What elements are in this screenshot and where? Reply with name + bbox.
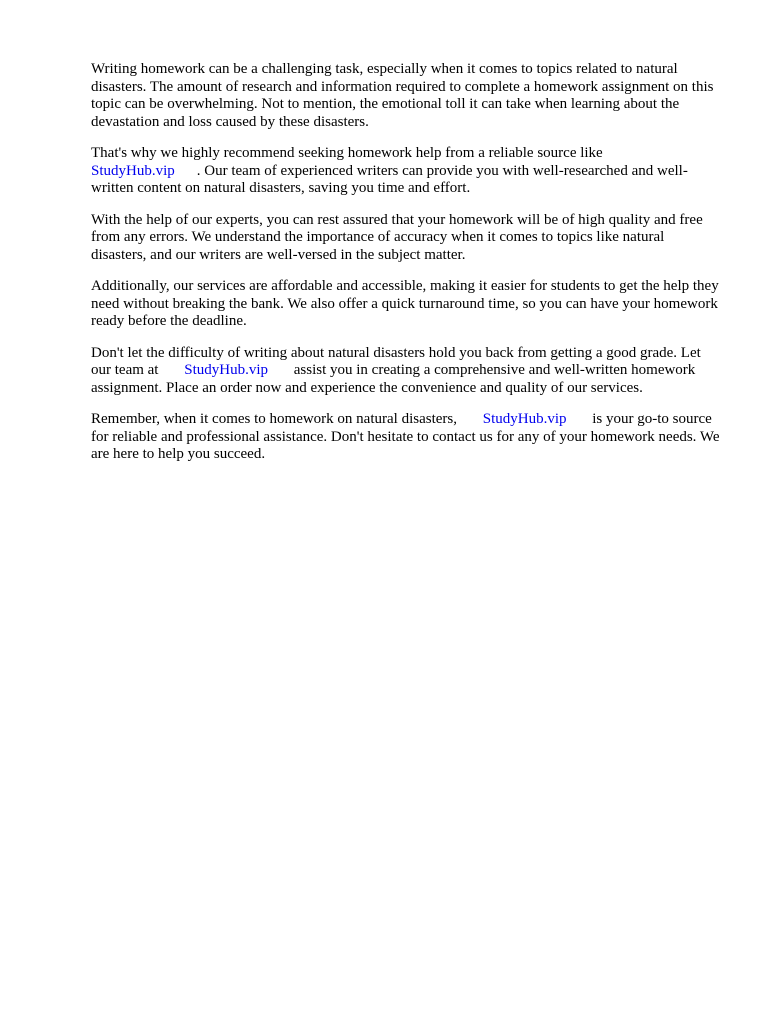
paragraph-recommend-text-before: That's why we highly recommend seeking homework help from a reliable source like [91,145,603,161]
paragraph-recommend-text-after: . Our team of experienced writers can provide you with well-researched and well-written content on natural disasters, saving you time and effort. [91,162,688,196]
document-body [91,61,723,478]
paragraph-intro [91,61,723,131]
paragraph-experts [91,212,723,265]
paragraph-difficulty-text-before: Don't let the difficulty of writing about natural disasters hold you back from getting a good grade. Let our team at [91,344,701,378]
paragraph-affordable [91,278,723,331]
paragraph-intro-text: Writing homework can be a challenging task, especially when it comes to topics related to natural disasters. The amount of research and information required to complete a homework assignment on this topic can be overwhelming. Not to mention, the emotional toll it can take when learning about the devastation and loss caused by these disasters. [91,61,714,130]
studyhub-link-3[interactable]: StudyHub.vip [482,411,567,427]
paragraph-affordable-text: Additionally, our services are affordable and accessible, making it easier for students to get the help they need without breaking the bank. We also offer a quick turnaround time, so you can have your homework ready before the deadline. [91,278,719,329]
paragraph-difficulty-text-after: assist you in creating a comprehensive and well-written homework assignment. Place an order now and experience the convenience and quality of our services. [91,362,696,396]
paragraph-remember [91,411,723,464]
paragraph-recommend [91,145,723,198]
paragraph-remember-text-after: is your go-to source for reliable and professional assistance. Don't hesitate to contact us for any of your homework needs. We are here to help you succeed. [91,411,720,462]
studyhub-link-1[interactable]: StudyHub.vip [91,162,175,179]
paragraph-remember-text-before: Remember, when it comes to homework on natural disasters, [91,411,457,427]
paragraph-experts-text: With the help of our experts, you can rest assured that your homework will be of high quality and free from any errors. We understand the importance of accuracy when it comes to topics like natural disasters, and our writers are well-versed in the subject matter. [91,211,703,263]
paragraph-difficulty [91,345,723,398]
studyhub-link-2[interactable]: StudyHub.vip [184,362,268,378]
